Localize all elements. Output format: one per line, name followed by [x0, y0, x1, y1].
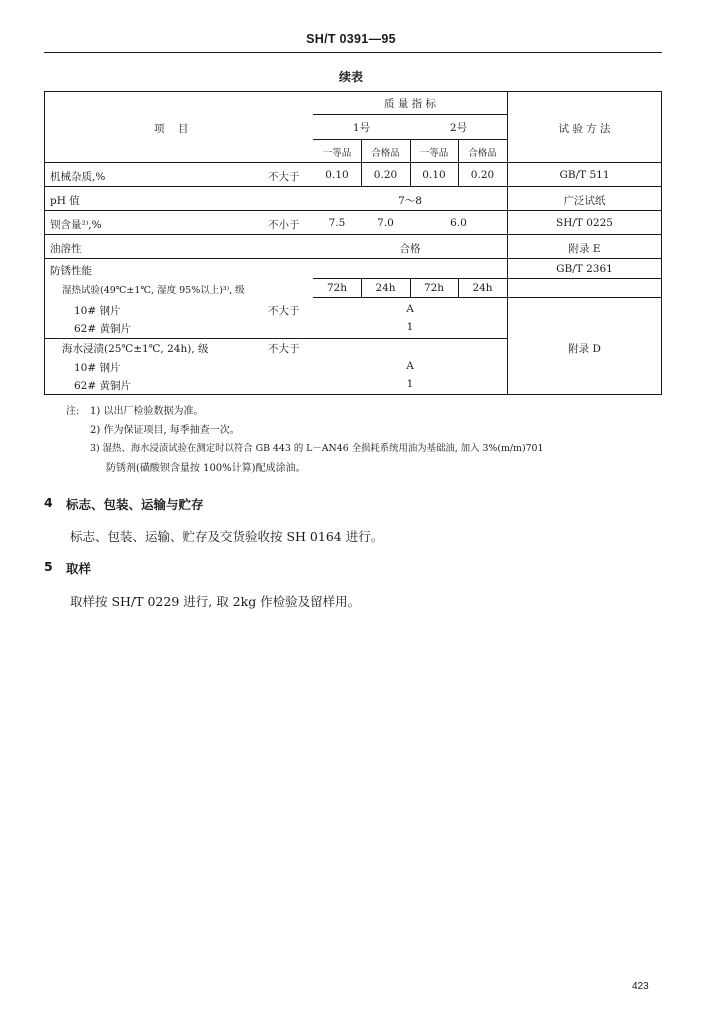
- ba-name: 钡含量²⁾,%: [50, 219, 102, 231]
- ba-v3: 6.0: [450, 217, 467, 229]
- section-4-number: 4: [44, 495, 53, 510]
- steel2-value: A: [406, 360, 414, 372]
- brass2-value: 1: [406, 378, 414, 390]
- sub-header-1: 一等品: [322, 148, 352, 159]
- mech-v4: 0.20: [470, 169, 495, 181]
- note-2: 2) 作为保证项目, 每季抽查一次。: [90, 425, 240, 436]
- note-3-line2: 防锈剂(磺酸钡含量按 100%计算)配成涂油。: [106, 463, 306, 474]
- ph-method: 广泛试纸: [563, 195, 606, 207]
- steel1-cond: 不大于: [268, 305, 300, 317]
- ba-method: SH/T 0225: [556, 217, 613, 229]
- row-line-humid: [313, 297, 662, 298]
- rust-method: GB/T 2361: [556, 263, 613, 275]
- humid-v1: 72h: [326, 282, 348, 294]
- humid-v2: 24h: [375, 282, 396, 294]
- ph-value: 7～8: [398, 195, 422, 207]
- steel2-name: 10# 钢片: [74, 362, 121, 374]
- grade2-header: 2号: [449, 122, 468, 134]
- oil-value: 合格: [399, 243, 421, 255]
- oil-method: 附录 E: [568, 243, 601, 255]
- humid-name: 湿热试验(49℃±1℃, 湿度 95%以上)³⁾, 级: [62, 285, 245, 296]
- grade1-header: 1号: [352, 122, 371, 134]
- section-5-number: 5: [44, 559, 53, 574]
- standard-code-header: SH/T 0391—95: [306, 32, 396, 46]
- method-header: 试 验 方 法: [558, 123, 611, 135]
- table-top-border: [44, 91, 662, 92]
- row-line-sea-top: [44, 338, 507, 339]
- row-line-ba: [44, 234, 662, 235]
- steel1-value: A: [406, 303, 414, 315]
- row-line-ph: [44, 210, 662, 211]
- ph-name: pH 值: [50, 195, 80, 207]
- ba-v1: 7.5: [328, 217, 346, 229]
- mech-method: GB/T 511: [559, 169, 610, 181]
- note-1: 1) 以出厂检验数据为准。: [90, 406, 204, 417]
- table-bottom-border: [44, 394, 662, 395]
- header-bottom-line: [44, 162, 662, 163]
- section-4-body: 标志、包装、运输、贮存及交货验收按 SH 0164 进行。: [70, 529, 384, 544]
- humid-v4: 24h: [472, 282, 493, 294]
- rust-name: 防锈性能: [50, 265, 92, 277]
- table-left-border: [44, 91, 45, 395]
- quality-header: 质 量 指 标: [383, 98, 436, 110]
- brass2-name: 62# 黄铜片: [74, 380, 131, 392]
- ba-cond: 不小于: [268, 219, 300, 231]
- ba-v2: 7.0: [377, 217, 394, 229]
- sea-name: 海水浸渍(25℃±1℃, 24h), 级: [62, 343, 209, 355]
- sea-cond: 不大于: [268, 343, 300, 355]
- row-line-mech: [44, 186, 662, 187]
- item-header: 项 目: [154, 123, 189, 135]
- mech-v1: 0.10: [325, 169, 349, 181]
- quality-header-line: [313, 114, 507, 115]
- row-line-humid-sub: [361, 297, 362, 298]
- sub-header-4: 合格品: [468, 148, 497, 159]
- sea-method: 附录 D: [568, 343, 601, 355]
- humid-v3: 72h: [423, 282, 445, 294]
- section-4-title: 标志、包装、运输与贮存: [66, 497, 204, 512]
- sub-header-2: 合格品: [371, 148, 400, 159]
- mech-cond: 不大于: [268, 171, 300, 183]
- brass1-name: 62# 黄铜片: [74, 323, 131, 335]
- section-5-body: 取样按 SH/T 0229 进行, 取 2kg 作检验及留样用。: [70, 594, 361, 609]
- row-line-oil: [44, 258, 662, 259]
- note-3-line1: 3) 湿热、海水浸渍试验在测定时以符合 GB 443 的 L－AN46 全损耗系统用油为基础油, 加入 3%(m/m)701: [90, 443, 544, 454]
- mech-name: 机械杂质,%: [50, 171, 106, 183]
- header-rule: [44, 52, 662, 53]
- steel1-name: 10# 钢片: [74, 305, 121, 317]
- section-5-title: 取样: [66, 561, 92, 576]
- sub-header-3: 一等品: [419, 148, 449, 159]
- row-line-rust-method: [507, 278, 662, 279]
- brass1-value: 1: [406, 321, 414, 333]
- table-title: 续表: [338, 70, 363, 84]
- oil-name: 油溶性: [50, 243, 82, 255]
- mech-v2: 0.20: [373, 169, 398, 181]
- mech-v3: 0.10: [422, 169, 446, 181]
- notes-label: 注:: [66, 406, 80, 417]
- page-number: 423: [632, 981, 649, 992]
